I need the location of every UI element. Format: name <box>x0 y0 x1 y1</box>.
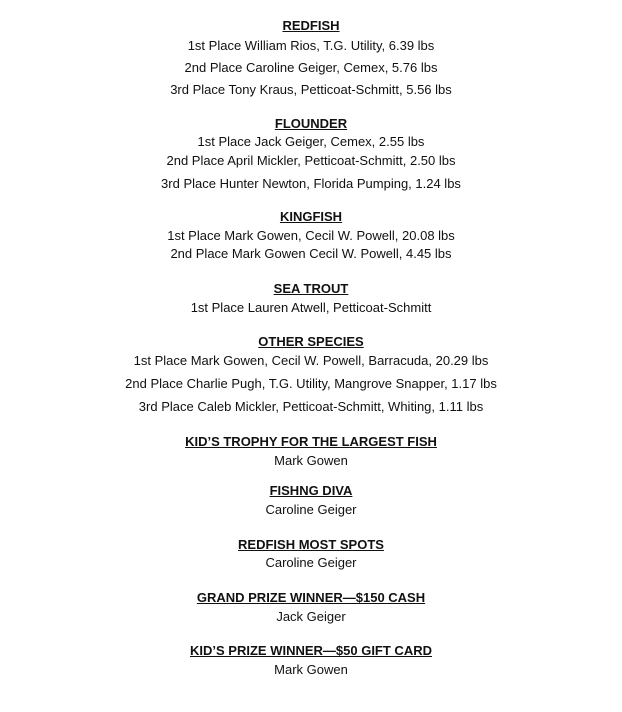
redfish-most-spots-winner: Caroline Geiger <box>265 555 357 570</box>
flounder-heading: FLOUNDER <box>274 116 348 131</box>
grand-prize-heading: GRAND PRIZE WINNER—$150 CASH <box>196 590 426 605</box>
other-species-second-place: 2nd Place Charlie Pugh, T.G. Utility, Mangrove Snapper, 1.17 lbs <box>125 376 497 391</box>
kingfish-first-place: 1st Place Mark Gowen, Cecil W. Powell, 20.08 lbs <box>167 228 455 243</box>
fishing-diva-heading: FISHNG DIVA <box>269 483 353 498</box>
flounder-third-place: 3rd Place Hunter Newton, Florida Pumping, 1.24 lbs <box>161 176 461 191</box>
sea-trout-heading: SEA TROUT <box>273 281 349 296</box>
kids-prize-heading: KID’S PRIZE WINNER—$50 GIFT CARD <box>190 643 432 658</box>
flounder-first-place: 1st Place Jack Geiger, Cemex, 2.55 lbs <box>197 134 425 149</box>
other-species-first-place: 1st Place Mark Gowen, Cecil W. Powell, Barracuda, 20.29 lbs <box>133 353 489 368</box>
flounder-second-place: 2nd Place April Mickler, Petticoat-Schmitt, 2.50 lbs <box>166 153 456 168</box>
grand-prize-winner: Jack Geiger <box>276 609 346 624</box>
kingfish-second-place: 2nd Place Mark Gowen Cecil W. Powell, 4.45 lbs <box>170 246 452 261</box>
sea-trout-first-place: 1st Place Lauren Atwell, Petticoat-Schmitt <box>190 300 432 315</box>
kids-prize-winner: Mark Gowen <box>274 662 348 677</box>
redfish-third-place: 3rd Place Tony Kraus, Petticoat-Schmitt, 5.56 lbs <box>170 82 452 97</box>
redfish-second-place: 2nd Place Caroline Geiger, Cemex, 5.76 lbs <box>184 60 438 75</box>
other-species-heading: OTHER SPECIES <box>258 334 364 349</box>
kingfish-heading: KINGFISH <box>279 209 343 224</box>
fishing-diva-winner: Caroline Geiger <box>265 502 357 517</box>
redfish-heading: REDFISH <box>282 18 340 33</box>
kids-trophy-winner: Mark Gowen <box>274 453 348 468</box>
redfish-first-place: 1st Place William Rios, T.G. Utility, 6.39 lbs <box>187 38 435 53</box>
redfish-most-spots-heading: REDFISH MOST SPOTS <box>238 537 384 552</box>
other-species-third-place: 3rd Place Caleb Mickler, Petticoat-Schmitt, Whiting, 1.11 lbs <box>138 399 484 414</box>
kids-trophy-heading: KID’S TROPHY FOR THE LARGEST FISH <box>185 434 437 449</box>
